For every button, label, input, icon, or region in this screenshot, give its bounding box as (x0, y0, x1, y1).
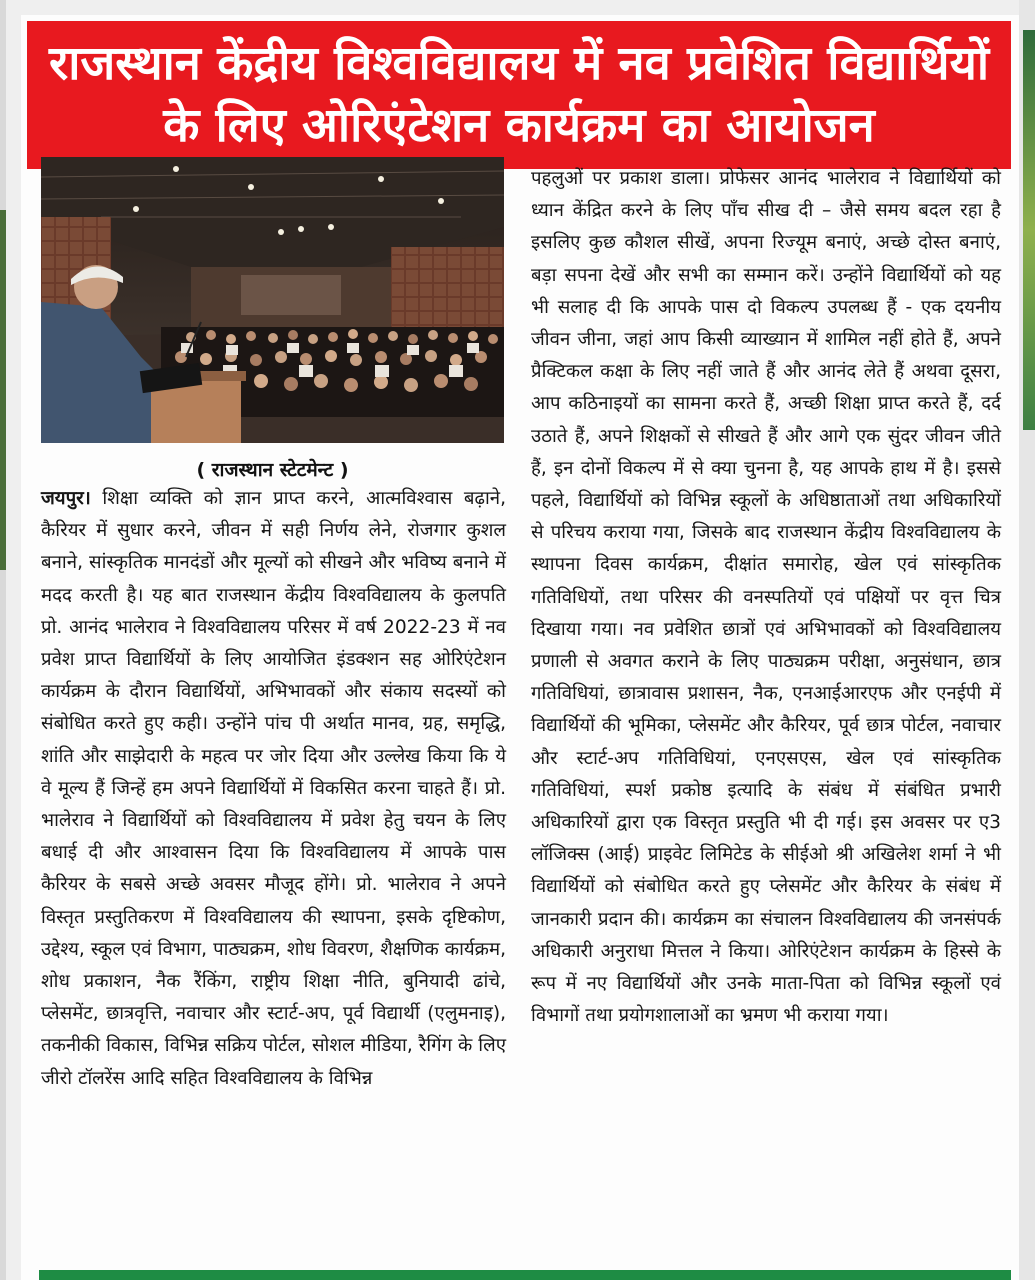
column-1-paragraph (41, 483, 506, 1095)
footer-divider (39, 1270, 1011, 1280)
headline-line-1: राजस्थान केंद्रीय विश्वविद्यालय में नव प्रवेशित विद्यार्थियों (48, 36, 990, 91)
column-2-text: पहलुओं पर प्रकाश डाला। प्रोफेसर आनंद भालेराव ने विद्यार्थियों को ध्यान केंद्रित करने के लिए पाँच सीख दी – जैसे समय बदल रहा है इसलिए कुछ कौशल सीखें, अपना रिज्यूम बनाएं, अच्छे दोस्त बनाएं, बड़ा सपना देखें और सभी का सम्मान करें। उन्होंने विद्यार्थियों को यह भी सलाह दी कि आपके पास दो विकल्प उपलब्ध हैं - एक दयनीय जीवन जीना, जहां आप किसी व्याख्यान में शामिल नहीं होते हैं, अपने प्रैक्टिकल कक्षा के लिए नहीं जाते हैं और आनंद लेते हैं अथवा दूसरा, आप कठिनाइयों का सामना करते हैं, अच्छी शिक्षा प्राप्त करते हैं, दर्द उठाते हैं, अपने शिक्षकों से सीखते हैं और आगे एक सुंदर जीवन जीते हैं, इन दोनों विकल्प में से क्या चुनना है, यह आपके हाथ में है। इससे पहले, विद्यार्थियों को विभिन्न स्कूलों के अधिष्ठाताओं तथा अधिकारियों से परिचय कराया गया, जिसके बाद राजस्थान केंद्रीय विश्वविद्यालय के स्थापना दिवस कार्यक्रम, दीक्षांत समारोह, खेल एवं सांस्कृतिक गतिविधियों, तथा परिसर की वनस्पतियों एवं पक्षियों पर वृत्त चित्र दिखाया गया। नव प्रवेशित छात्रों एवं अभिभावकों को विश्वविद्यालय प्रणाली से अवगत कराने के लिए पाठ्यक्रम परीक्षा, अनुसंधान, छात्र गतिविधियां, छात्रावास प्रशासन, नैक, एनआईआरएफ और एनईपी में विद्यार्थियों की भूमिका, प्लेसमेंट और कैरियर, पूर्व छात्र पोर्टल, नवाचार और स्टार्ट-अप गतिविधियां, एनएसएस, खेल एवं सांस्कृतिक गतिविधियां, स्पर्श प्रकोष्ठ इत्यादि के संबंध में संबंधित प्रभारी अधिकारियों द्वारा एक विस्तृत प्रस्तुति भी दी गई। इस अवसर पर ए3 लॉजिक्स (आई) प्राइवेट लिमिटेड के सीईओ श्री अखिलेश शर्मा ने भी विद्यार्थियों को संबोधित करते हुए प्लेसमेंट और कैरियर के संबंध में जानकारी प्रदान की। कार्यक्रम का संचालन विश्वविद्यालय की जनसंपर्क अधिकारी अनुराधा मित्तल ने किया। ओरिएंटेशन कार्यक्रम के हिस्से के रूप में नए विद्यार्थियों और उनके माता-पिता को विभिन्न स्कूलों एवं विभागों तथा प्रयोगशालाओं का भ्रमण भी कराया गया। (531, 168, 1001, 1027)
adjacent-page-strip (1023, 30, 1035, 430)
adjacent-page-strip (0, 210, 6, 570)
newspaper-clipping (21, 15, 1019, 1280)
article-column-1 (41, 483, 506, 1095)
event-photo (41, 157, 504, 443)
headline-line-2: के लिए ओरिएंटेशन कार्यक्रम का आयोजन (163, 98, 875, 153)
adjacent-page-right-edge (1019, 0, 1035, 1280)
byline: ( राजस्थान स्टेटमेन्ट ) (196, 459, 349, 481)
article-column-2 (531, 163, 1001, 1032)
column-1-text: शिक्षा व्यक्ति को ज्ञान प्राप्त करने, आत्मविश्वास बढ़ाने, कैरियर में सुधार करने, जीवन में सही निर्णय लेने, रोजगार कुशल बनाने, सांस्कृतिक मानदंडों और मूल्यों को सीखने और भविष्य बनाने में मदद करती है। यह बात राजस्थान केंद्रीय विश्वविद्यालय के कुलपति प्रो. आनंद भालेराव ने विश्वविद्यालय परिसर में वर्ष 2022-23 में नव प्रवेश प्राप्त विद्यार्थियों के लिए आयोजित इंडक्शन सह ओरिएंटेशन कार्यक्रम के दौरान विद्यार्थियों, अभिभावकों और संकाय सदस्यों को संबोधित करते हुए कही। उन्होंने पांच पी अर्थात मानव, ग्रह, समृद्धि, शांति और साझेदारी के महत्व पर जोर दिया और उल्लेख किया कि ये वे मूल्य हैं जिन्हें हम अपने विद्यार्थियों में विकसित करना चाहते हैं। प्रो. भालेराव ने विद्यार्थियों को विश्वविद्यालय में प्रवेश हेतु चयन के लिए बधाई दी और आश्वासन दिया कि विश्वविद्यालय में आपके पास कैरियर के सबसे अच्छे अवसर मौजूद होंगे। प्रो. भालेराव ने अपने विस्तृत प्रस्तुतिकरण में विश्वविद्यालय की स्थापना, इसके दृष्टिकोण, उद्देश्य, स्कूल एवं विभाग, पाठ्यक्रम, शोध विवरण, शैक्षणिक कार्यक्रम, शोध प्रकाशन, नैक रैंकिंग, राष्ट्रीय शिक्षा नीति, बुनियादी ढांचे, प्लेसमेंट, छात्रवृत्ति, नवाचार और स्टार्ट-अप, पूर्व विद्यार्थी (एलुमनाइ), तकनीकी विकास, विभिन्न सक्रिय पोर्टल, सोशल मीडिया, रैगिंग के लिए जीरो टॉलरेंस आदि सहित विश्वविद्यालय के विभिन्न (41, 488, 506, 1089)
dateline: जयपुर। (41, 488, 91, 509)
headline-banner (27, 21, 1011, 169)
adjacent-page-left-edge (0, 0, 6, 1280)
